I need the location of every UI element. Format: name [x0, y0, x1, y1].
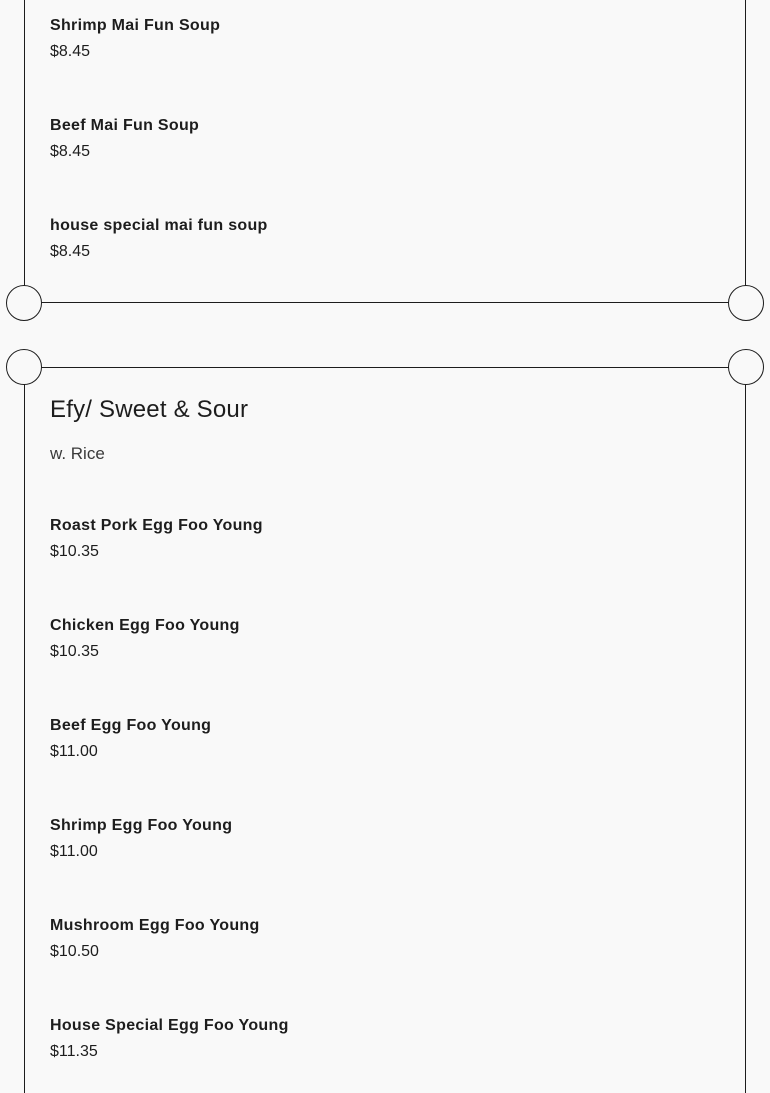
card-corner-decoration	[6, 349, 42, 385]
section-subtitle: w. Rice	[50, 444, 105, 463]
menu-item[interactable]	[50, 16, 220, 62]
menu-item-price: $10.35	[50, 543, 99, 560]
menu-item[interactable]	[50, 716, 211, 762]
menu-item-price: $11.35	[50, 1043, 98, 1060]
menu-item[interactable]	[50, 616, 240, 662]
menu-item-name: house special mai fun soup	[50, 217, 268, 234]
menu-item-price: $10.35	[50, 643, 99, 660]
menu-item-name: Roast Pork Egg Foo Young	[50, 517, 263, 534]
menu-item-name: Shrimp Mai Fun Soup	[50, 17, 221, 34]
menu-item[interactable]	[50, 216, 268, 262]
menu-item[interactable]	[50, 916, 260, 962]
menu-item-name: Beef Mai Fun Soup	[50, 117, 200, 134]
card-corner-decoration	[728, 349, 764, 385]
menu-item-price: $10.50	[50, 943, 99, 960]
menu-item-name: Chicken Egg Foo Young	[50, 617, 240, 634]
menu-item-price: $8.45	[50, 243, 91, 260]
menu-item-price: $8.45	[50, 143, 91, 160]
menu-item-name: Beef Egg Foo Young	[50, 717, 212, 734]
menu-section-egg-foo-young	[24, 367, 746, 1093]
menu-item[interactable]	[50, 516, 263, 562]
menu-item-name: House Special Egg Foo Young	[50, 1017, 289, 1034]
menu-item-price: $11.00	[50, 843, 98, 860]
menu-item-price: $11.00	[50, 743, 98, 760]
card-corner-decoration	[728, 285, 764, 321]
menu-item-name: Shrimp Egg Foo Young	[50, 817, 233, 834]
menu-item-price: $8.45	[50, 43, 91, 60]
menu-item[interactable]	[50, 116, 199, 162]
menu-item[interactable]	[50, 1016, 289, 1062]
card-corner-decoration	[6, 285, 42, 321]
section-title: Efy/ Sweet & Sour	[50, 396, 249, 423]
menu-item-name: Mushroom Egg Foo Young	[50, 917, 260, 934]
menu-item[interactable]	[50, 816, 232, 862]
menu-section-mai-fun-soup	[24, 0, 746, 303]
